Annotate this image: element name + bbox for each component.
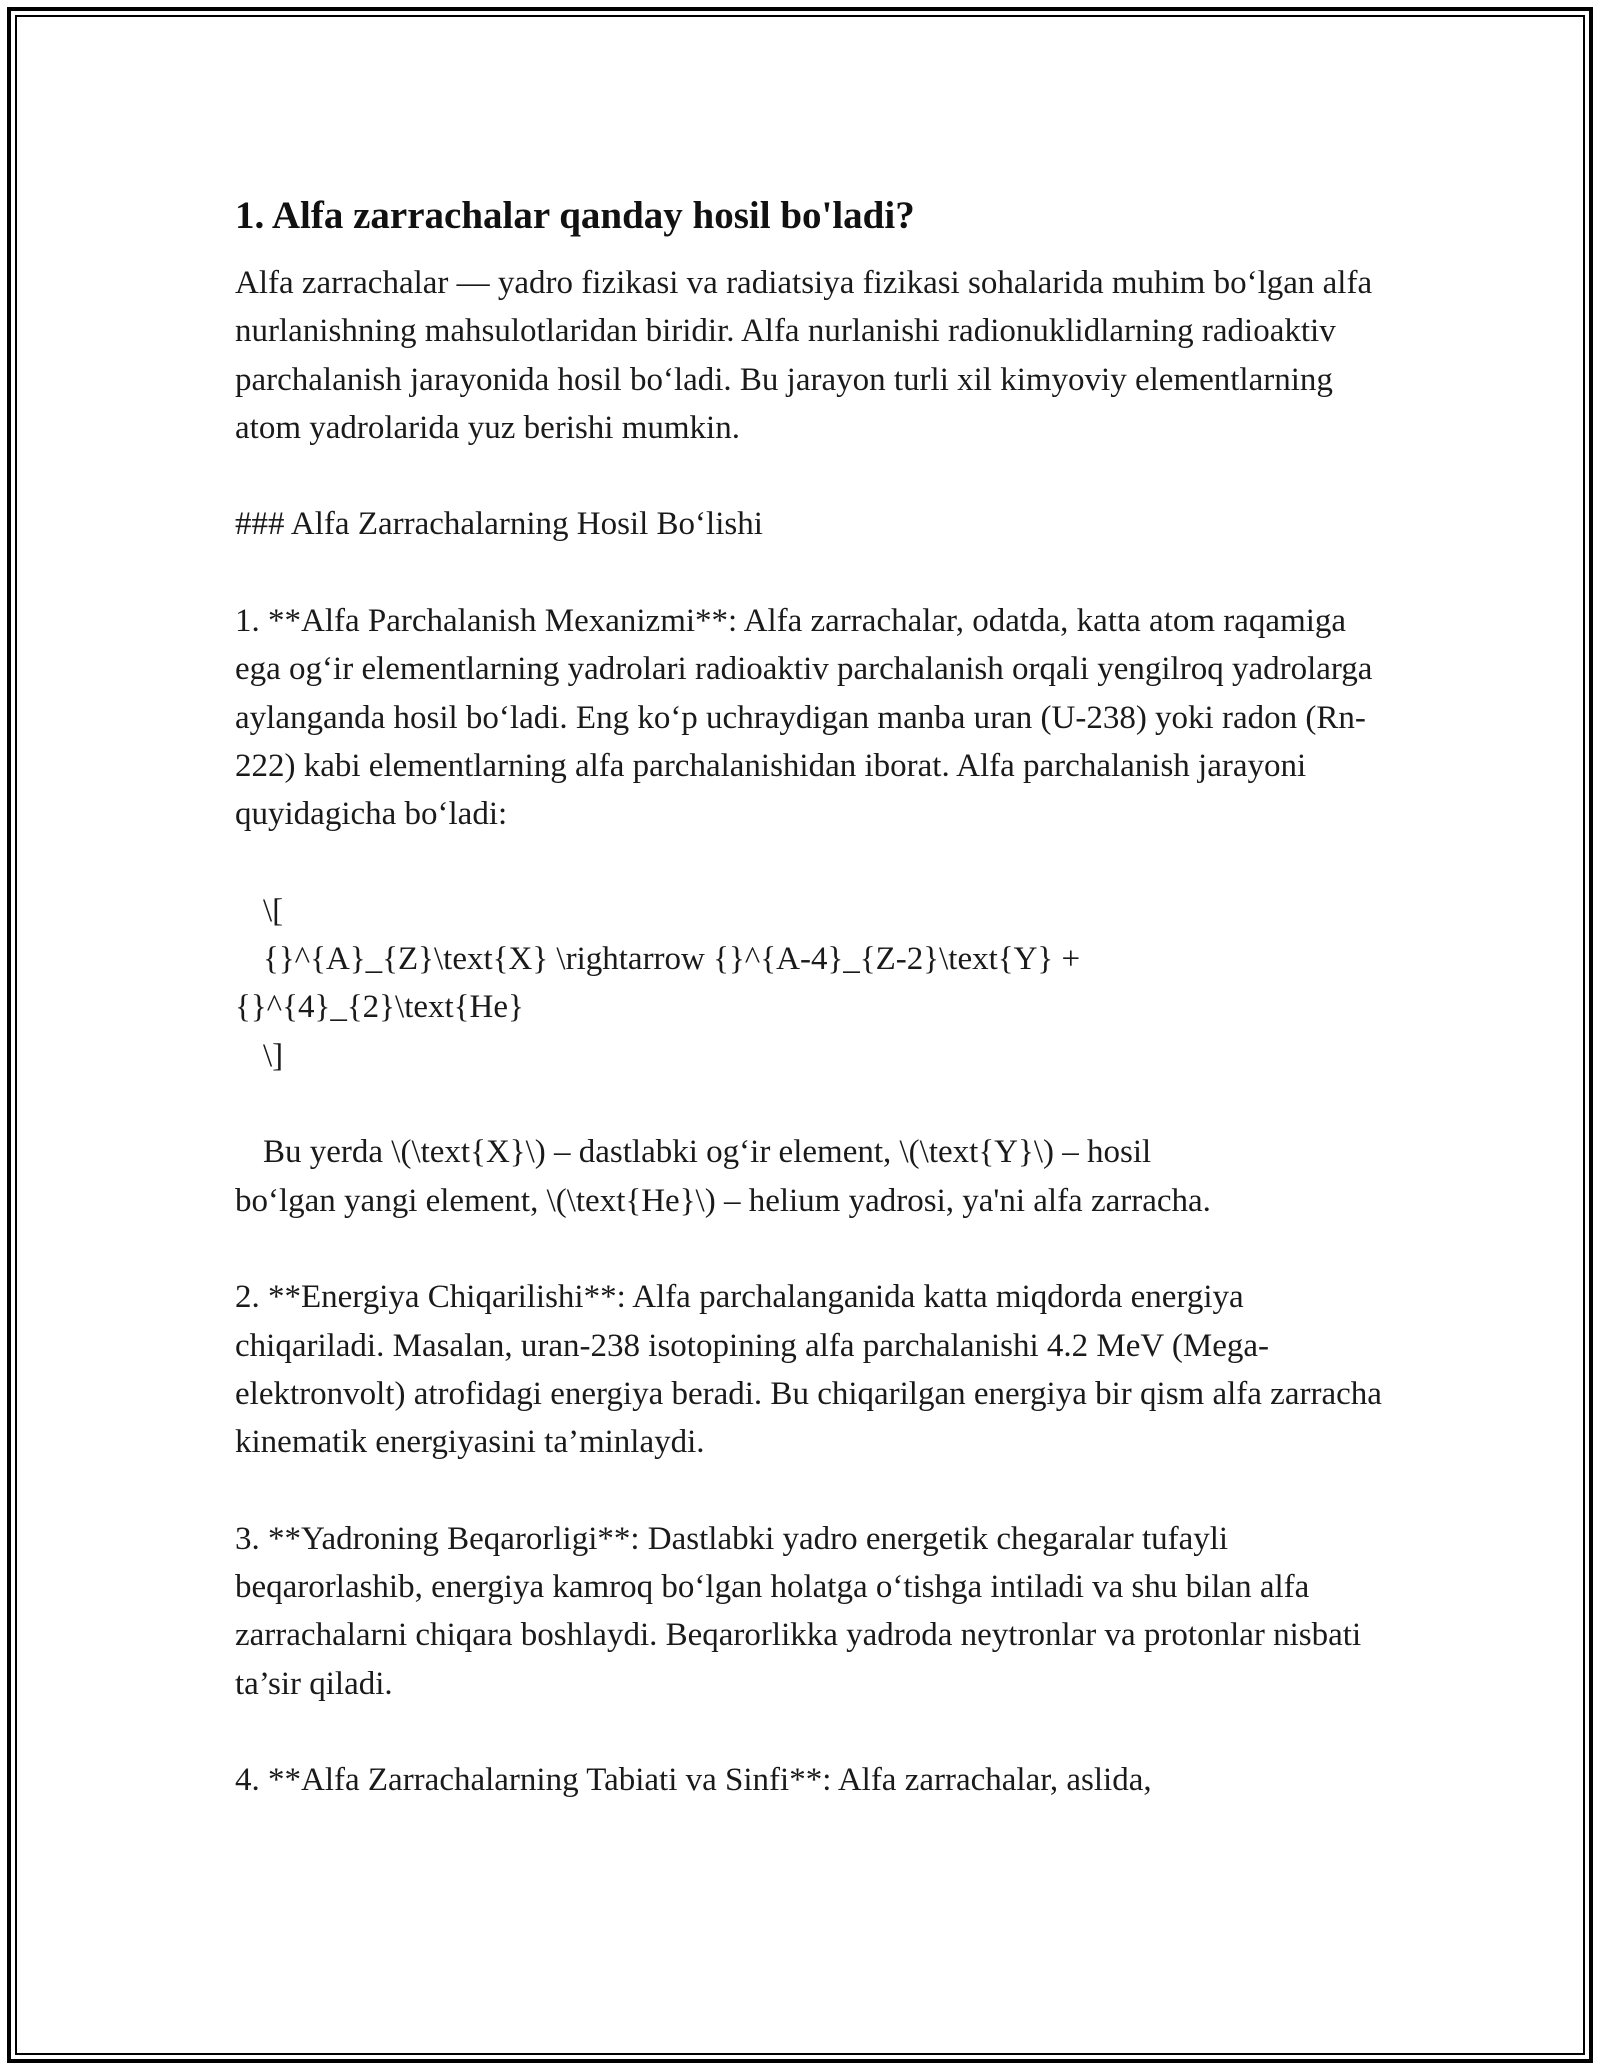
list-item-2: 2. **Energiya Chiqarilishi**: Alfa parchalanganida katta miqdorda energiya chiqariladi. Masalan, uran-238 isotopining alfa parchalanishi 4.2 MeV (Mega-elektronvolt) atrofidagi energiya beradi. Bu chiqarilgan energiya bir qism alfa zarracha kinematik energiyasini ta’minlaydi. bbox=[235, 1279, 1391, 1461]
formula-block bbox=[235, 887, 1385, 1080]
formula-explanation-continued: bo‘lgan yangi element, \(\text{He}\) – helium yadrosi, ya'ni alfa zarracha. bbox=[235, 1182, 1211, 1219]
formula-close: \] bbox=[263, 1037, 284, 1074]
formula-explanation: Bu yerda \(\text{X}\) – dastlabki og‘ir element, \(\text{Y}\) – hosil bbox=[263, 1134, 1152, 1171]
formula-open: \[ bbox=[263, 892, 284, 929]
formula-line-continued: {}^{4}_{2}\text{He} bbox=[235, 989, 524, 1026]
paragraph-gap bbox=[235, 1708, 1385, 1756]
formula-line: {}^{A}_{Z}\text{X} \rightarrow {}^{A-4}_{Z-2}\text{Y} + bbox=[263, 941, 1081, 978]
list-item-3: 3. **Yadroning Beqarorligi**: Dastlabki yadro energetik chegaralar tufayli beqarorlashib, energiya kamroq bo‘lgan holatga o‘tishga intiladi va shu bilan alfa zarrachalarni chiqara boshlaydi. Beqarorlikka yadroda neytronlar va protonlar nisbati ta’sir qiladi. bbox=[235, 1520, 1370, 1702]
section-heading: ### Alfa Zarrachalarning Hosil Bo‘lishi bbox=[235, 506, 763, 543]
paragraph-gap bbox=[235, 452, 1385, 500]
list-item-4: 4. **Alfa Zarrachalarning Tabiati va Sinfi**: Alfa zarrachalar, aslida, bbox=[235, 1762, 1152, 1799]
paragraph-gap bbox=[235, 839, 1385, 887]
list-item-1: 1. **Alfa Parchalanish Mexanizmi**: Alfa zarrachalar, odatda, katta atom raqamiga ega og‘ir elementlarning yadrolari radioaktiv parchalanish orqali yengilroq yadrolarga aylanganda hosil bo‘ladi. Eng ko‘p uchraydigan manba uran (U-238) yoki radon (Rn-222) kabi elementlarning alfa parchalanishidan iborat. Alfa parchalanish jarayoni quyidagicha bo‘ladi: bbox=[235, 603, 1381, 833]
paragraph-gap bbox=[235, 1466, 1385, 1514]
page-title: 1. Alfa zarrachalar qanday hosil bo'ladi? bbox=[235, 194, 915, 237]
document-body bbox=[235, 180, 1391, 1805]
paragraph-gap bbox=[235, 1080, 1385, 1128]
paragraph-gap bbox=[235, 549, 1385, 597]
intro-paragraph: Alfa zarrachalar — yadro fizikasi va radiatsiya fizikasi sohalarida muhim bo‘lgan alfa nurlanishning mahsulotlaridan biridir. Alfa nurlanishi radionuklidlarning radioaktiv parchalanish jarayonida hosil bo‘ladi. Bu jarayon turli xil kimyoviy elementlarning atom yadrolarida yuz berishi mumkin. bbox=[235, 265, 1381, 446]
paragraph-gap bbox=[235, 1225, 1385, 1273]
